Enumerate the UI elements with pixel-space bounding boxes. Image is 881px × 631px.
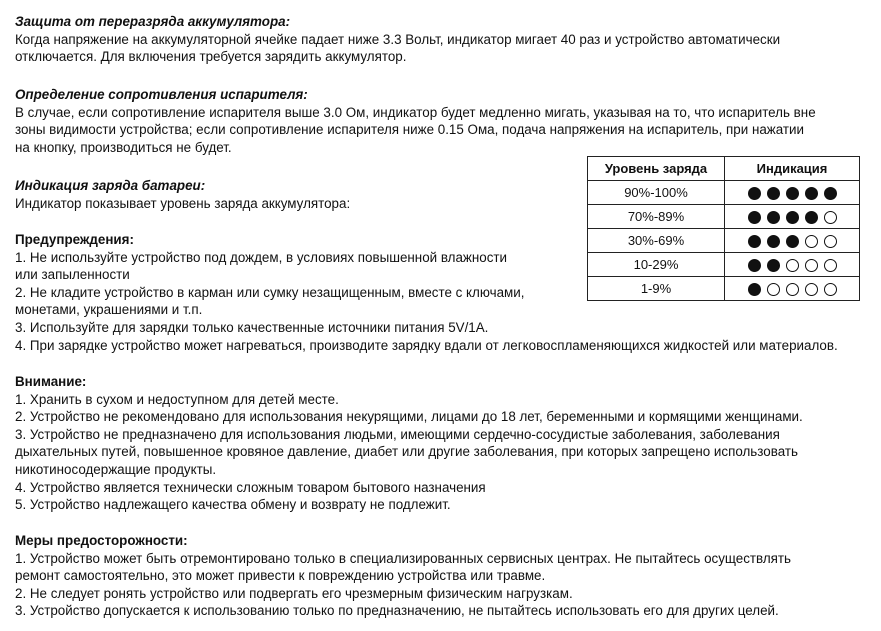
warnings-line: 3. Используйте для зарядки только качественные источники питания 5V/1A. <box>15 319 489 335</box>
attention-title: Внимание: <box>15 374 87 389</box>
attention-line: 3. Устройство не предназначено для использования людьми, имеющими сердечно-сосудистые заболевания, заболевания <box>15 426 780 442</box>
charge-row <box>588 205 860 229</box>
precautions-section <box>15 532 791 620</box>
warnings-line: или запыленности <box>15 267 130 283</box>
indication-cell <box>725 181 860 205</box>
precautions-title: Меры предосторожности: <box>15 533 188 548</box>
filled-dot-icon <box>824 187 837 200</box>
filled-dot-icon <box>767 187 780 200</box>
battery-section <box>15 177 350 212</box>
warnings-line: 2. Не кладите устройство в карман или сумку незащищенным, вместе с ключами, <box>15 284 525 300</box>
indicator-dots <box>748 187 837 200</box>
filled-dot-icon <box>786 187 799 200</box>
resistance-line: зоны видимости устройства; если сопротивление испарителя ниже 0.15 Ома, подача напряжения на испаритель, при нажатии <box>15 122 804 138</box>
attention-line: 2. Устройство не рекомендовано для использования некурящими, лицами до 18 лет, беременными и кормящими женщинами. <box>15 409 803 425</box>
precautions-line: ремонт самостоятельно, это может привести к повреждению устройства или травме. <box>15 568 546 584</box>
warnings-section <box>15 231 838 354</box>
table-header-row <box>588 157 860 181</box>
empty-dot-icon <box>824 211 837 224</box>
charge-level-cell: 30%-69% <box>588 229 725 253</box>
filled-dot-icon <box>767 211 780 224</box>
precautions-line: 2. Не следует ронять устройство или подвергать его чрезмерным физическим нагрузкам. <box>15 585 573 601</box>
warnings-title: Предупреждения: <box>15 232 134 247</box>
warnings-line: 4. При зарядке устройство может нагреваться, производите зарядку вдали от легковоспламеняющихся жидкостей или материалов. <box>15 337 838 353</box>
charge-level-cell: 70%-89% <box>588 205 725 229</box>
resistance-title: Определение сопротивления испарителя: <box>15 87 308 102</box>
warnings-line: монетами, украшениями и т.п. <box>15 302 203 318</box>
header-indication: Индикация <box>725 157 860 181</box>
attention-line: дыхательных путей, повышенное кровяное давление, диабет или другие заболевания, при которых запрещено использовать <box>15 444 798 460</box>
filled-dot-icon <box>805 211 818 224</box>
resistance-line: В случае, если сопротивление испарителя выше 3.0 Ом, индикатор будет медленно мигать, указывая на то, что испаритель вне <box>15 104 816 120</box>
indication-cell <box>725 205 860 229</box>
resistance-section <box>15 86 816 156</box>
overdischarge-line: Когда напряжение на аккумуляторной ячейке падает ниже 3.3 Вольт, индикатор мигает 40 раз и устройство автоматически <box>15 31 781 47</box>
battery-title: Индикация заряда батареи: <box>15 178 206 193</box>
precautions-line: 3. Устройство допускается к использованию только по предназначению, не пытайтесь использовать его для других целей. <box>15 603 779 619</box>
attention-line: 5. Устройство надлежащего качества обмену и возврату не подлежит. <box>15 497 451 513</box>
header-charge-level: Уровень заряда <box>588 157 725 181</box>
filled-dot-icon <box>748 211 761 224</box>
battery-line: Индикатор показывает уровень заряда аккумулятора: <box>15 195 351 211</box>
charge-level-cell: 1-9% <box>588 277 725 301</box>
overdischarge-line: отключается. Для включения требуется зарядить аккумулятор. <box>15 49 407 65</box>
resistance-line: на кнопку, производиться не будет. <box>15 139 232 155</box>
warnings-line: 1. Не используйте устройство под дождем, в условиях повышенной влажности <box>15 249 508 265</box>
charge-row <box>588 181 860 205</box>
overdischarge-section <box>15 13 780 66</box>
attention-line: никотиносодержащие продукты. <box>15 461 217 477</box>
attention-section <box>15 373 803 514</box>
filled-dot-icon <box>805 187 818 200</box>
attention-line: 1. Хранить в сухом и недоступном для детей месте. <box>15 391 339 407</box>
filled-dot-icon <box>748 187 761 200</box>
overdischarge-title: Защита от переразряда аккумулятора: <box>15 14 291 29</box>
charge-level-cell: 10-29% <box>588 253 725 277</box>
indicator-dots <box>748 211 837 224</box>
filled-dot-icon <box>786 211 799 224</box>
charge-level-cell: 90%-100% <box>588 181 725 205</box>
precautions-line: 1. Устройство может быть отремонтировано только в специализированных сервисных центрах. Не пытайтесь осуществлять <box>15 550 792 566</box>
attention-line: 4. Устройство является технически сложным товаром бытового назначения <box>15 479 486 495</box>
